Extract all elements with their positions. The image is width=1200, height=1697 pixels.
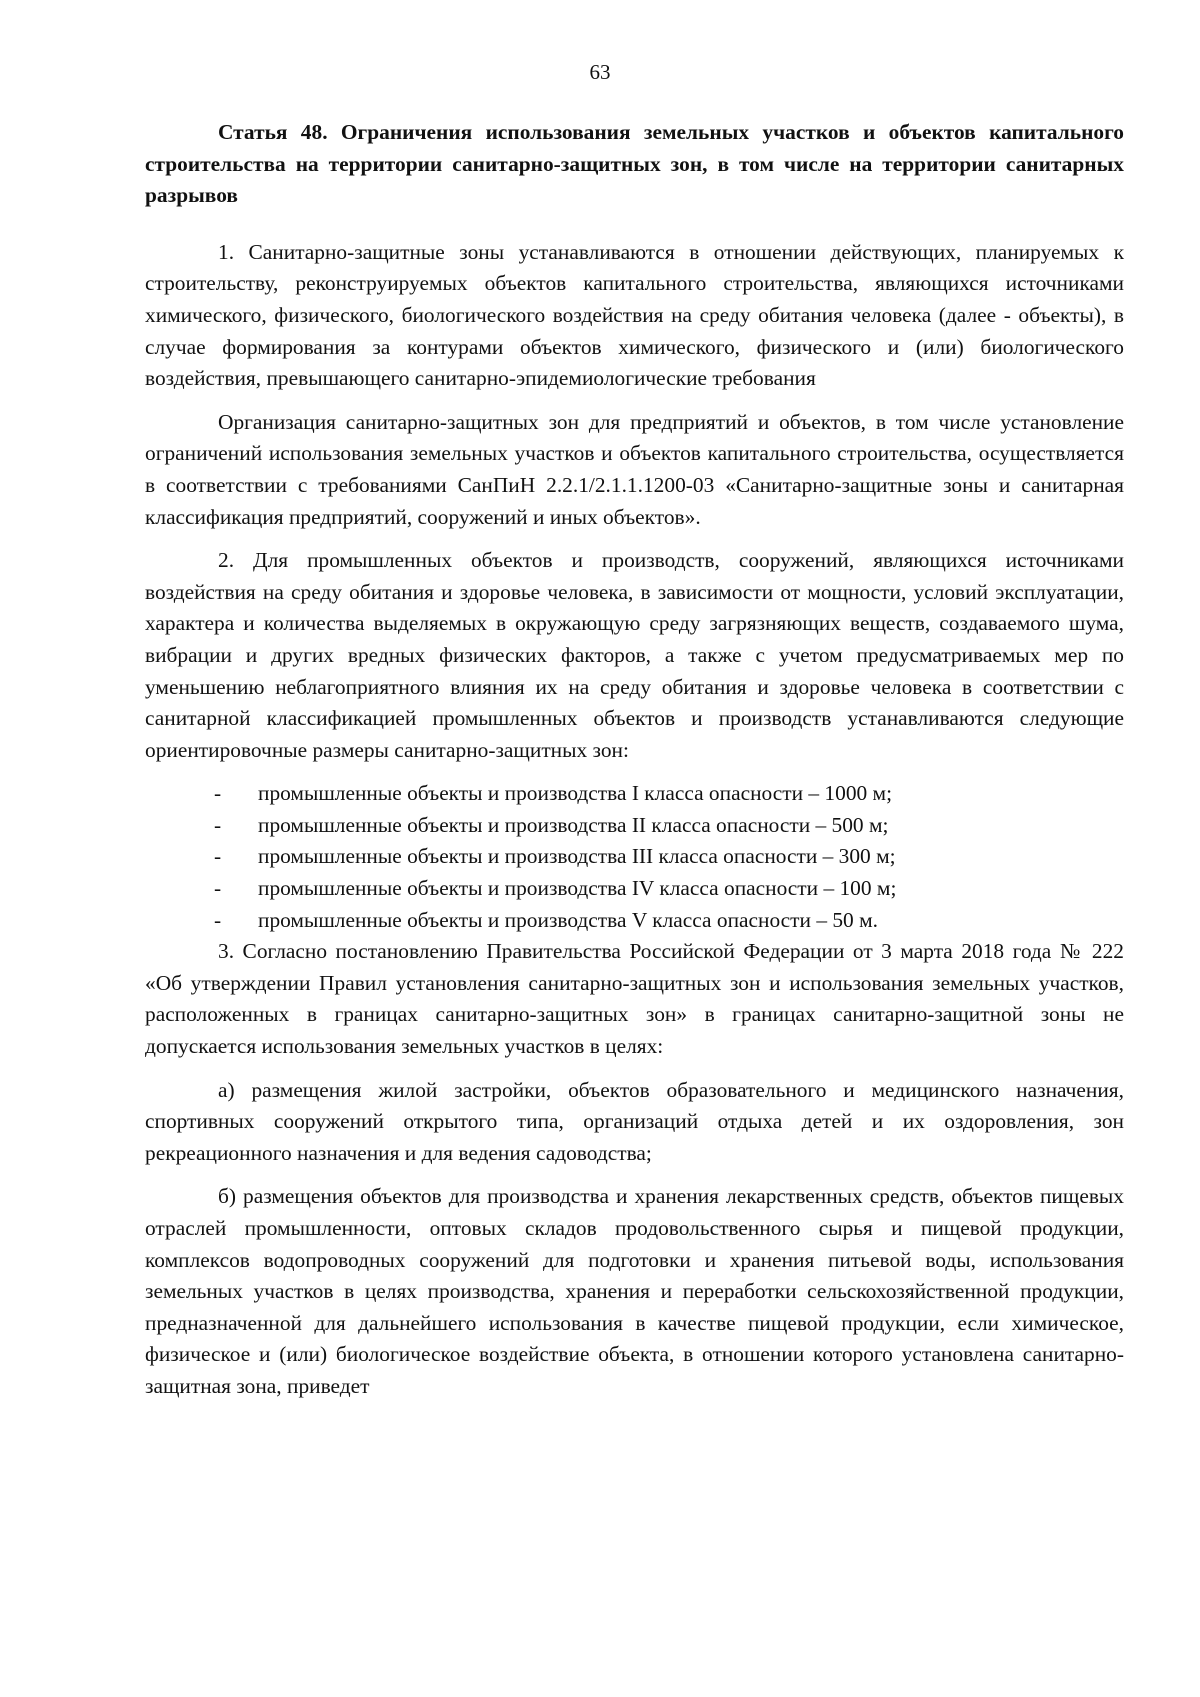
page-number: 63 [589, 60, 611, 84]
paragraph-3: 3. Согласно постановлению Правительства Российской Федерации от 3 марта 2018 года № 222 «Об утверждении Правил установления санитарно-защитных зон и использования земельных участков, расположенных в границах санитарно-защитных зон» в границах санитарно-защитной зоны не допускается использования земельных участков в целях: [145, 939, 1124, 1059]
document-body [145, 117, 1124, 1415]
list-dash: - [214, 876, 222, 901]
article-title: Статья 48. Ограничения использования земельных участков и объектов капитального строительства на территории санитарно-защитных зон, в том числе на территории санитарных разрывов [145, 120, 1124, 208]
paragraph-2: 2. Для промышленных объектов и производств, сооружений, являющихся источниками воздействия на среду обитания и здоровье человека, в зависимости от мощности, условий эксплуатации, характера и количества выделяемых в окружающую среду загрязняющих веществ, создаваемого шума, вибрации и других вредных физических факторов, а также с учетом предусматриваемых мер по уменьшению неблагоприятного влияния их на среду обитания и здоровье человека в соответствии с санитарной классификацией промышленных объектов и производств устанавливаются следующие ориентировочные размеры санитарно-защитных зон: [145, 548, 1124, 762]
list-dash: - [214, 812, 222, 837]
list-dash: - [214, 907, 222, 932]
paragraph-1: 1. Санитарно-защитные зоны устанавливаются в отношении действующих, планируемых к строительству, реконструируемых объектов капитального строительства, являющихся источниками химического, физического, биологического воздействия на среду обитания человека (далее - объекты), в случае формирования за контурами объектов химического, физического и (или) биологического воздействия, превышающего санитарно-эпидемиологические требования [145, 239, 1124, 391]
list-item-text: промышленные объекты и производства IV класса опасности – 100 м; [258, 876, 897, 901]
list-item [145, 873, 1124, 905]
list-dash: - [214, 844, 222, 869]
paragraph-organization: Организация санитарно-защитных зон для предприятий и объектов, в том числе установление ограничений использования земельных участков и объектов капитального строительства, осуществляется в соответствии с требованиями СанПиН 2.2.1/2.1.1.1200-03 «Санитарно-защитные зоны и санитарная классификация предприятий, сооружений и иных объектов». [145, 409, 1124, 529]
list-item [145, 778, 1124, 810]
list-dash: - [214, 781, 222, 806]
list-item [145, 905, 1124, 937]
hazard-class-list [145, 778, 1124, 936]
list-item [145, 810, 1124, 842]
list-item-text: промышленные объекты и производства II класса опасности – 500 м; [258, 812, 889, 837]
list-item-text: промышленные объекты и производства V класса опасности – 50 м. [258, 907, 878, 932]
paragraph-3a: а) размещения жилой застройки, объектов образовательного и медицинского назначения, спортивных сооружений открытого типа, организаций отдыха детей и их оздоровления, зон рекреационного назначения и для ведения садоводства; [145, 1077, 1124, 1165]
list-item-text: промышленные объекты и производства I класса опасности – 1000 м; [258, 781, 893, 806]
list-item [145, 841, 1124, 873]
list-item-text: промышленные объекты и производства III класса опасности – 300 м; [258, 844, 896, 869]
paragraph-3b: б) размещения объектов для производства и хранения лекарственных средств, объектов пищевых отраслей промышленности, оптовых складов продовольственного сырья и пищевой продукции, комплексов водопроводных сооружений для подготовки и хранения питьевой воды, использования земельных участков в целях производства, хранения и переработки сельскохозяйственной продукции, предназначенной для дальнейшего использования в качестве пищевой продукции, если химическое, физическое и (или) биологическое воздействие объекта, в отношении которого установлена санитарно-защитная зона, приведет [145, 1184, 1124, 1398]
